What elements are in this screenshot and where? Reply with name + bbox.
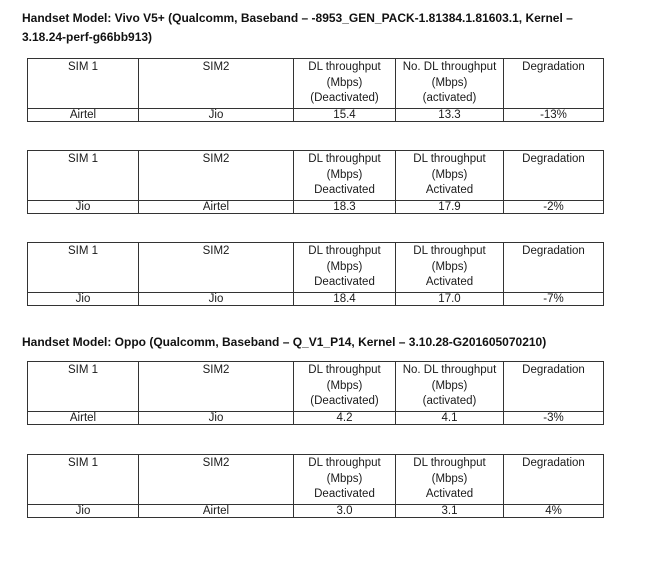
header-sim1: SIM 1 (28, 455, 139, 505)
heading-line-1: Handset Model: Oppo (Qualcomm, Baseband – Q_V1_P14, Kernel – 3.10.28-G201605070210) (22, 335, 547, 349)
cell-dl-deactivated: 18.4 (294, 293, 396, 306)
table-header-row (28, 243, 604, 293)
cell-dl-activated: 4.1 (396, 412, 504, 425)
cell-dl-deactivated: 4.2 (294, 412, 396, 425)
header-dl-deactivated: DL throughput (Mbps) Deactivated (294, 455, 396, 505)
table-header-row (28, 455, 604, 505)
cell-sim1: Jio (28, 201, 139, 214)
cell-sim2: Jio (139, 293, 294, 306)
header-dl-activated: No. DL throughput (Mbps) (activated) (396, 362, 504, 412)
cell-degradation: 4% (504, 505, 604, 518)
header-dl-deactivated: DL throughput (Mbps) Deactivated (294, 151, 396, 201)
header-dl-activated: DL throughput (Mbps) Activated (396, 455, 504, 505)
cell-sim2: Jio (139, 412, 294, 425)
table-row (28, 412, 604, 425)
header-dl-activated: DL throughput (Mbps) Activated (396, 151, 504, 201)
cell-sim1: Airtel (28, 412, 139, 425)
vivo-handset-heading (22, 9, 582, 47)
cell-dl-deactivated: 3.0 (294, 505, 396, 518)
table-header-row (28, 362, 604, 412)
header-sim1: SIM 1 (28, 59, 139, 109)
oppo-table-airtel-jio (27, 361, 604, 425)
cell-dl-activated: 17.0 (396, 293, 504, 306)
heading-line-2: 3.18.24-perf-g66bb913) (22, 30, 153, 44)
header-sim1: SIM 1 (28, 151, 139, 201)
header-sim1: SIM 1 (28, 362, 139, 412)
table-row (28, 293, 604, 306)
cell-dl-deactivated: 18.3 (294, 201, 396, 214)
vivo-table-airtel-jio (27, 58, 604, 122)
cell-degradation: -7% (504, 293, 604, 306)
header-degradation: Degradation (504, 362, 604, 412)
heading-line-1: Handset Model: Vivo V5+ (Qualcomm, Baseband – -8953_GEN_PACK-1.81384.1.81603.1, Kernel – (22, 11, 573, 25)
cell-degradation: -2% (504, 201, 604, 214)
oppo-table-jio-airtel (27, 454, 604, 518)
cell-dl-deactivated: 15.4 (294, 109, 396, 122)
vivo-table-jio-jio (27, 242, 604, 306)
header-sim2: SIM2 (139, 243, 294, 293)
header-dl-deactivated: DL throughput (Mbps) Deactivated (294, 243, 396, 293)
header-degradation: Degradation (504, 455, 604, 505)
cell-dl-activated: 17.9 (396, 201, 504, 214)
header-sim2: SIM2 (139, 455, 294, 505)
header-sim2: SIM2 (139, 362, 294, 412)
oppo-handset-heading (22, 333, 602, 352)
cell-sim2: Airtel (139, 201, 294, 214)
cell-sim1: Jio (28, 293, 139, 306)
cell-sim1: Jio (28, 505, 139, 518)
header-sim2: SIM2 (139, 59, 294, 109)
header-degradation: Degradation (504, 151, 604, 201)
cell-sim2: Jio (139, 109, 294, 122)
header-sim1: SIM 1 (28, 243, 139, 293)
header-dl-deactivated: DL throughput (Mbps) (Deactivated) (294, 362, 396, 412)
cell-degradation: -13% (504, 109, 604, 122)
table-header-row (28, 59, 604, 109)
header-degradation: Degradation (504, 243, 604, 293)
table-row (28, 109, 604, 122)
header-sim2: SIM2 (139, 151, 294, 201)
table-row (28, 201, 604, 214)
header-dl-activated: DL throughput (Mbps) Activated (396, 243, 504, 293)
cell-dl-activated: 3.1 (396, 505, 504, 518)
cell-sim1: Airtel (28, 109, 139, 122)
table-row (28, 505, 604, 518)
header-dl-deactivated: DL throughput (Mbps) (Deactivated) (294, 59, 396, 109)
header-degradation: Degradation (504, 59, 604, 109)
table-header-row (28, 151, 604, 201)
cell-sim2: Airtel (139, 505, 294, 518)
header-dl-activated: No. DL throughput (Mbps) (activated) (396, 59, 504, 109)
cell-degradation: -3% (504, 412, 604, 425)
cell-dl-activated: 13.3 (396, 109, 504, 122)
vivo-table-jio-airtel (27, 150, 604, 214)
